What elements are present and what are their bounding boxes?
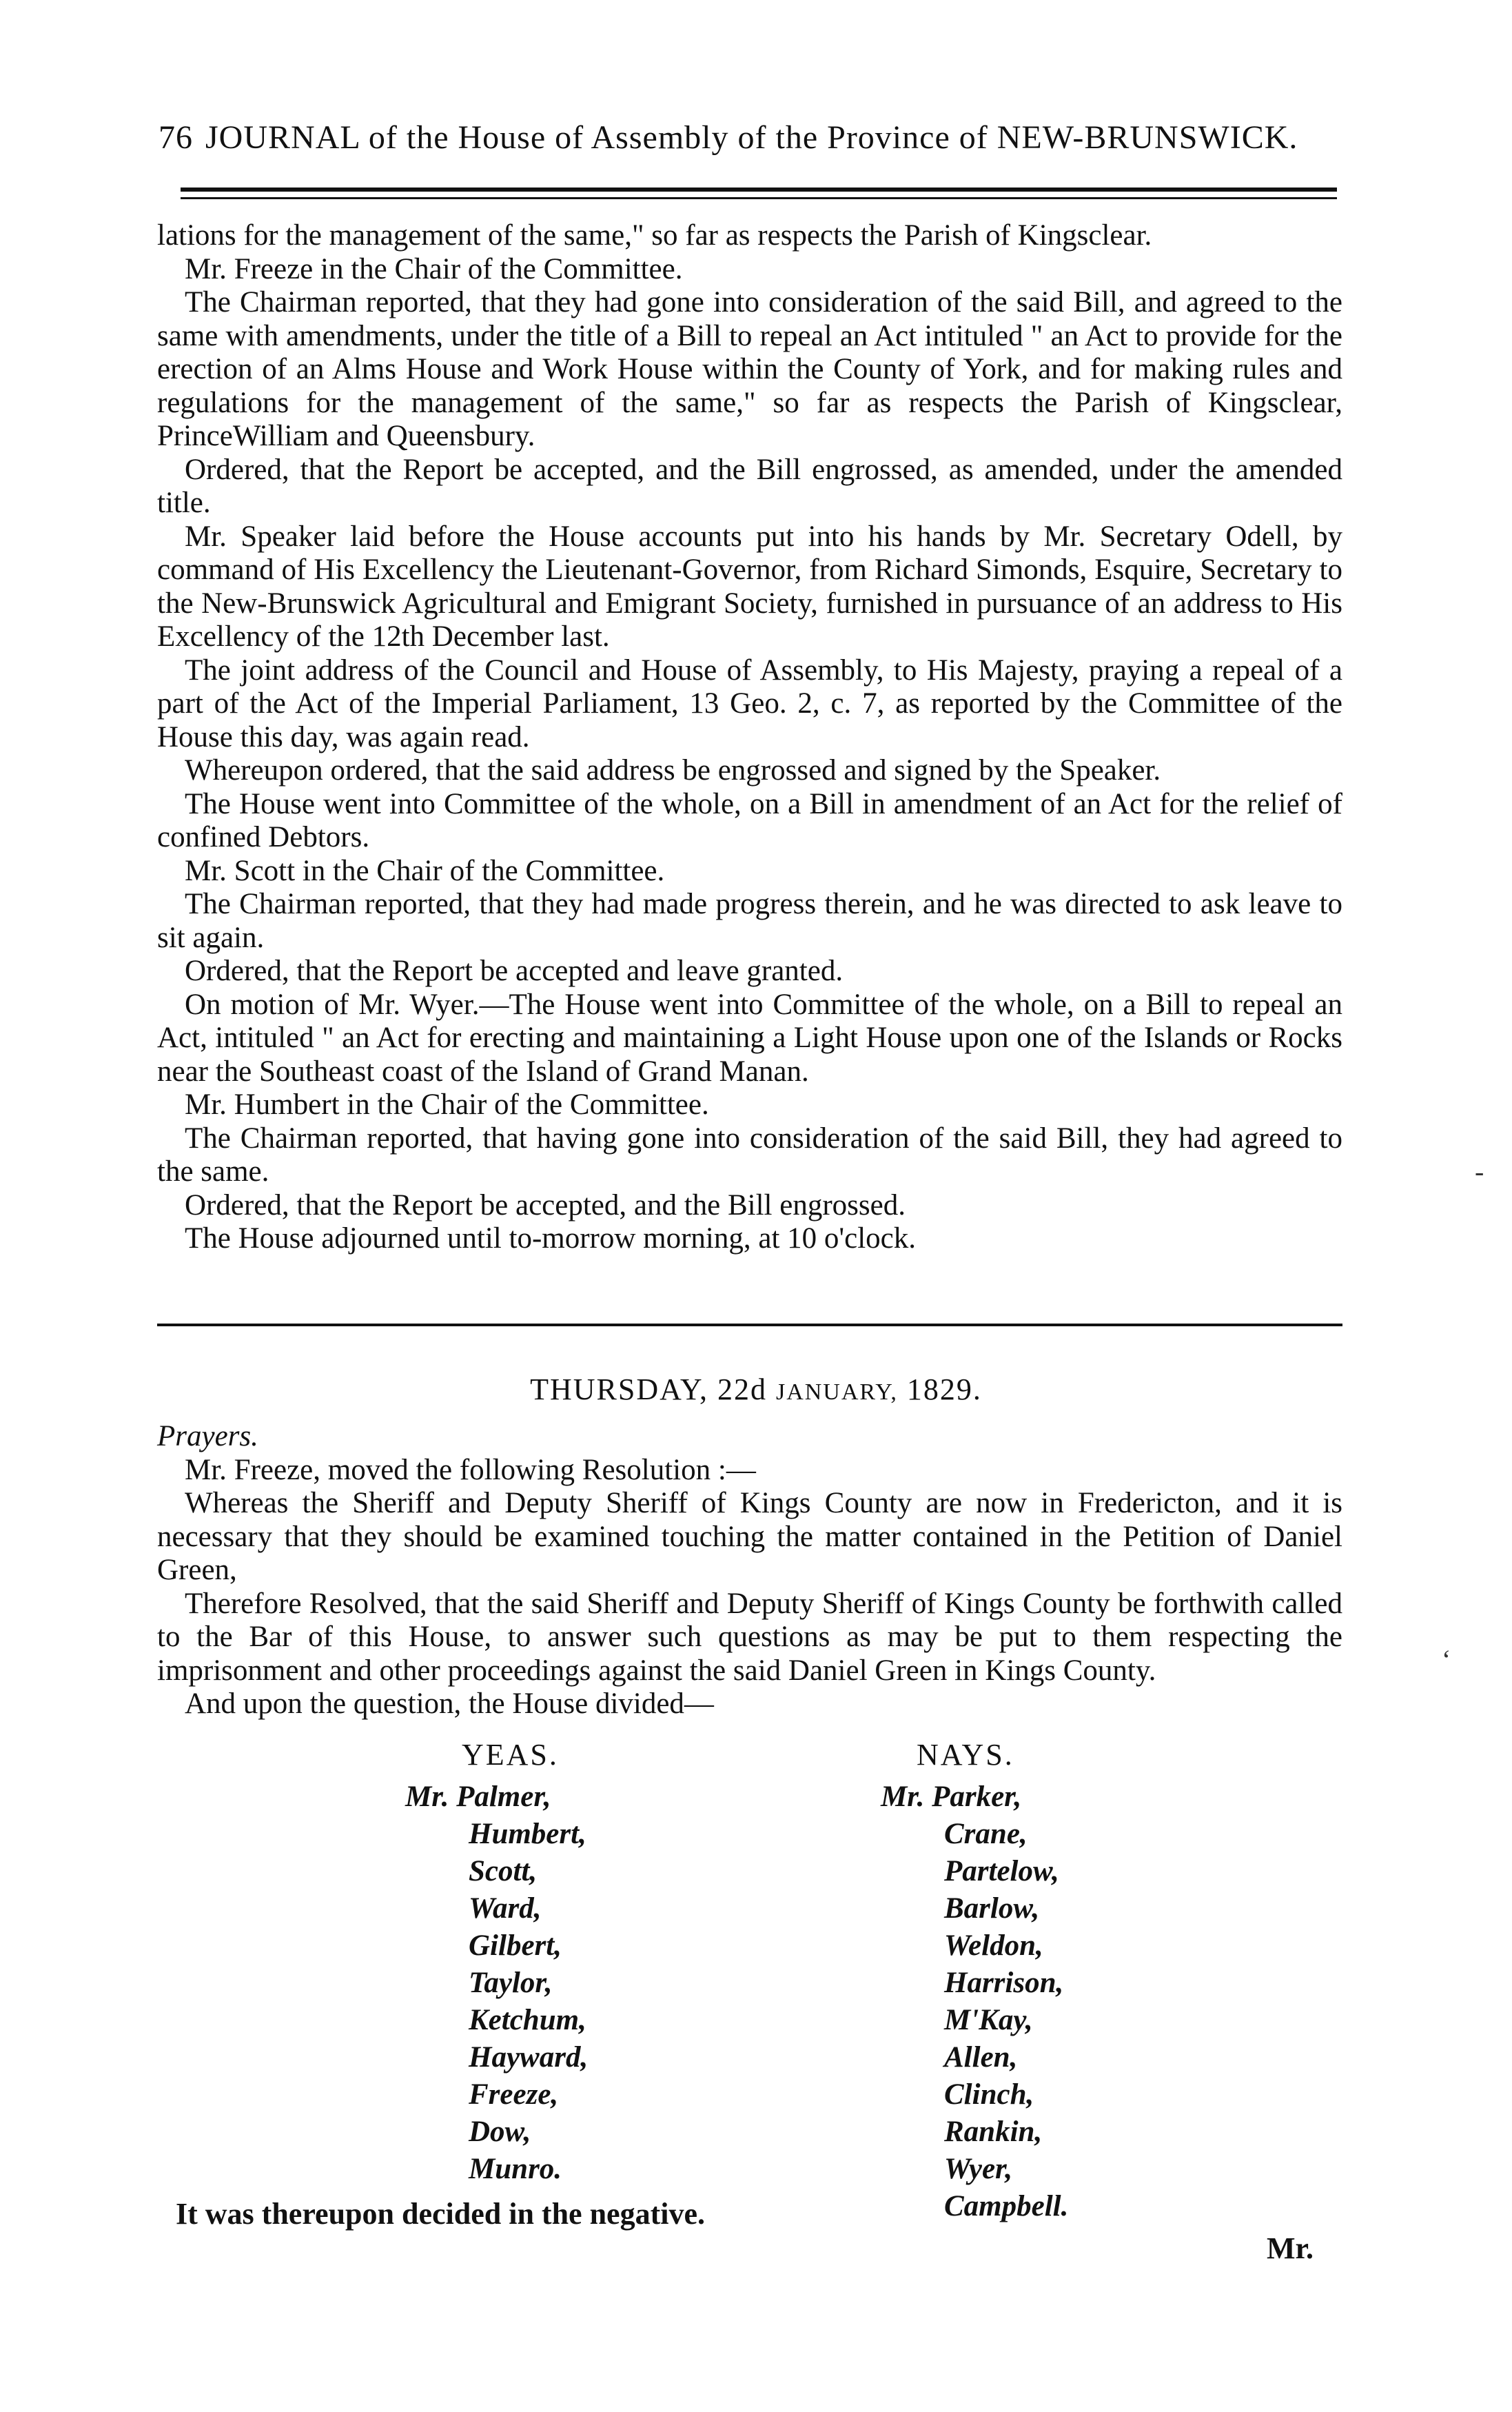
nay-member: Barlow, bbox=[944, 1892, 1040, 1925]
nay-member: Wyer, bbox=[944, 2153, 1013, 2185]
day-heading bbox=[0, 1372, 1512, 1407]
nays-heading: NAYS. bbox=[917, 1738, 1014, 1772]
day-date: 22d bbox=[717, 1372, 767, 1406]
day-year: 1829. bbox=[906, 1372, 982, 1406]
yea-member: Freeze, bbox=[469, 2078, 559, 2111]
section-divider bbox=[157, 1324, 1342, 1326]
paragraph: The joint address of the Council and House of Assembly, to His Majesty, praying a repeal of a part of the Act of the Imperial Parliament, 13 Geo. 2, c. 7, as reported by the Committee of the House this day, was again read. bbox=[157, 653, 1342, 753]
nay-member: Rankin, bbox=[944, 2116, 1043, 2148]
nay-member: Crane, bbox=[944, 1818, 1028, 1850]
yea-member: Humbert, bbox=[469, 1818, 586, 1850]
nay-member: Partelow, bbox=[944, 1855, 1059, 1887]
yea-member: Taylor, bbox=[469, 1967, 553, 1999]
paragraph: Mr. Scott in the Chair of the Committee. bbox=[185, 854, 665, 887]
nay-member: Mr. Parker, bbox=[881, 1781, 1022, 1813]
margin-dash-mark: - bbox=[1475, 1156, 1484, 1187]
paragraph: Ordered, that the Report be accepted and leave granted. bbox=[185, 955, 844, 987]
paragraph: Mr. Freeze, moved the following Resolution :— bbox=[185, 1453, 756, 1486]
division-result: It was thereupon decided in the negative. bbox=[176, 2197, 705, 2231]
nays-list bbox=[881, 1778, 1069, 2225]
paragraph: Mr. Freeze in the Chair of the Committee. bbox=[185, 252, 683, 285]
proceedings-text-bottom bbox=[157, 1420, 1342, 1721]
margin-tick-mark: ‘ bbox=[1442, 1644, 1451, 1675]
paragraph: Whereupon ordered, that the said address be engrossed and signed by the Speaker. bbox=[185, 754, 1161, 787]
yea-member: Ward, bbox=[469, 1892, 542, 1925]
yeas-list bbox=[405, 1778, 589, 2188]
catchword: Mr. bbox=[1267, 2231, 1314, 2265]
header-rule-thin bbox=[181, 197, 1337, 199]
yea-member: Mr. Palmer, bbox=[405, 1781, 551, 1813]
day-name: THURSDAY, bbox=[530, 1372, 708, 1406]
yea-member: Ketchum, bbox=[469, 2004, 586, 2036]
paragraph: Therefore Resolved, that the said Sheriff and Deputy Sheriff of Kings County be forthwith called to the Bar of this House, to answer such questions as may be put to them respecting the imprisonment and other proceedings against the said Daniel Green in Kings County. bbox=[157, 1587, 1342, 1687]
paragraph: The Chairman reported, that having gone into consideration of the said Bill, they had agreed to the same. bbox=[157, 1122, 1342, 1188]
yea-member: Munro. bbox=[469, 2153, 562, 2185]
nay-member: M'Kay, bbox=[944, 2004, 1033, 2036]
yea-member: Gilbert, bbox=[469, 1929, 562, 1962]
paragraph: Mr. Humbert in the Chair of the Committee. bbox=[185, 1088, 709, 1121]
paragraph: Whereas the Sheriff and Deputy Sheriff of Kings County are now in Fredericton, and it is necessary that they should be examined touching the matter contained in the Petition of Daniel Green, bbox=[157, 1487, 1342, 1586]
running-header bbox=[159, 119, 1298, 156]
proceedings-text-top bbox=[157, 219, 1342, 1256]
paragraph: Ordered, that the Report be accepted, and the Bill engrossed. bbox=[185, 1188, 906, 1222]
yea-member: Dow, bbox=[469, 2116, 531, 2148]
header-title: JOURNAL of the House of Assembly of the Province of NEW-BRUNSWICK. bbox=[205, 119, 1298, 156]
paragraph: The Chairman reported, that they had made progress therein, and he was directed to ask leave to sit again. bbox=[157, 888, 1342, 954]
nay-member: Harrison, bbox=[944, 1967, 1064, 1999]
header-rule-thick bbox=[181, 188, 1337, 192]
day-month: JANUARY, bbox=[775, 1379, 898, 1405]
nay-member: Clinch, bbox=[944, 2078, 1034, 2111]
paragraph: The House adjourned until to-morrow morning, at 10 o'clock. bbox=[185, 1222, 917, 1255]
yea-member: Hayward, bbox=[469, 2041, 589, 2074]
paragraph: lations for the management of the same," so far as respects the Parish of Kingsclear. bbox=[157, 219, 1152, 252]
paragraph: Ordered, that the Report be accepted, and the Bill engrossed, as amended, under the amended title. bbox=[157, 453, 1342, 519]
nay-member: Weldon, bbox=[944, 1929, 1043, 1962]
nay-member: Campbell. bbox=[944, 2190, 1069, 2222]
paragraph: And upon the question, the House divided— bbox=[185, 1688, 714, 1720]
yea-member: Scott, bbox=[469, 1855, 538, 1887]
paragraph: The House went into Committee of the whole, on a Bill in amendment of an Act for the relief of confined Debtors. bbox=[157, 787, 1342, 853]
yeas-heading: YEAS. bbox=[462, 1738, 559, 1772]
paragraph: The Chairman reported, that they had gone into consideration of the said Bill, and agreed to the same with amendments, under the title of a Bill to repeal an Act intituled " an Act to provide for the erection of an Alms House and Work House within the County of York, and for making rules and regulations for the management of the same," so far as respects the Parish of Kingsclear, PrinceWilliam and Queensbury. bbox=[157, 286, 1342, 452]
nay-member: Allen, bbox=[944, 2041, 1018, 2074]
page-number: 76 bbox=[159, 119, 193, 156]
prayers-line: Prayers. bbox=[157, 1420, 258, 1452]
paragraph: On motion of Mr. Wyer.—The House went into Committee of the whole, on a Bill to repeal an Act, intituled " an Act for erecting and maintaining a Light House upon one of the Islands or Rocks near the Southeast coast of the Island of Grand Manan. bbox=[157, 988, 1342, 1088]
paragraph: Mr. Speaker laid before the House accounts put into his hands by Mr. Secretary Odell, by command of His Excellency the Lieutenant-Governor, from Richard Simonds, Esquire, Secretary to the New-Brunswick Agricultural and Emigrant Society, furnished in pursuance of an address to His Excellency of the 12th December last. bbox=[157, 520, 1342, 653]
